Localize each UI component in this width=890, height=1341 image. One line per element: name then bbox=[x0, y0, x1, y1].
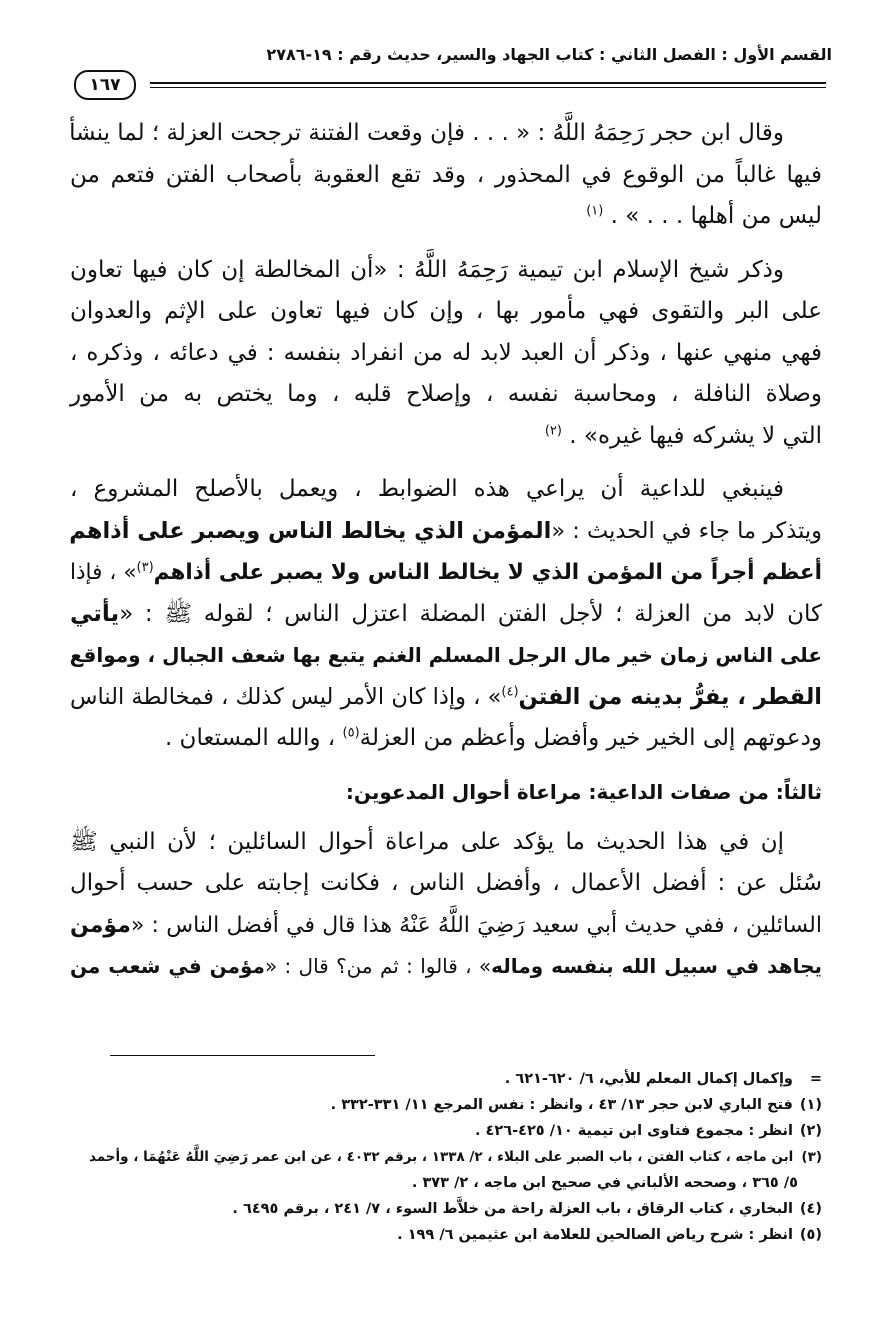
text-line bbox=[70, 416, 822, 458]
hadith-quote: يأتي bbox=[70, 600, 120, 627]
hadith-quote: مؤمن في شعب من bbox=[70, 954, 265, 978]
paragraph-3 bbox=[70, 469, 822, 760]
footnote-continuation bbox=[70, 1066, 822, 1092]
hadith-quote: المؤمن الذي يخالط الناس ويصبر على أذاهم bbox=[69, 517, 552, 544]
running-header: القسم الأول : الفصل الثاني : كتاب الجهاد والسير، حديث رقم : ١٩-٢٧٨٦ bbox=[266, 45, 832, 64]
text-span: ، والله المستعان . bbox=[164, 725, 343, 751]
text-line bbox=[70, 718, 822, 760]
footnote-text: ابن ماجه ، كتاب الفتن ، باب الصبر على البلاء ، ٢/ ١٣٣٨ ، برقم ٤٠٣٢ ، عن ابن عمر رَضِيَ اللَّهُ عَنْهُمَا ، وأحمد bbox=[88, 1149, 794, 1165]
footnote-2 bbox=[70, 1118, 822, 1144]
text-line: فينبغي للداعية أن يراعي هذه الضوابط ، ويعمل بالأصلح المشروع ، bbox=[70, 476, 784, 502]
footnote-ref[interactable]: (٤) bbox=[501, 684, 519, 699]
footnote-mark: (٣) bbox=[801, 1149, 822, 1165]
text-line: سُئل عن : أفضل الأعمال ، وأفضل الناس ، فكانت إجابته على حسب أحوال bbox=[70, 870, 822, 896]
footnote-3 bbox=[70, 1144, 822, 1170]
text-span: » ، وإذا كان الأمر ليس كذلك ، فمخالطة الناس bbox=[70, 683, 502, 710]
footnote-mark: = bbox=[809, 1071, 822, 1087]
footnote-4 bbox=[70, 1196, 822, 1222]
footnote-mark: (٥) bbox=[799, 1227, 822, 1243]
text-line: وقال ابن حجر رَحِمَهُ اللَّهُ : « . . . فإن وقعت الفتنة ترجحت العزلة ؛ لما ينشأ bbox=[69, 120, 784, 146]
text-line: وصلاة النافلة ، ومحاسبة نفسه ، وإصلاح قلبه ، وما يختص به من الأمور bbox=[70, 381, 822, 407]
text-line: على البر والتقوى فهي مأمور بها ، وإن كان فيها تعاون على الإثم والعدوان bbox=[70, 298, 822, 324]
text-span: التي لا يشركه فيها غيره» . bbox=[569, 422, 822, 449]
footnote-text: فتح الباري لابن حجر ١٣/ ٤٣ ، وانظر : نفس المرجع ١١/ ٣٣١-٣٣٢ . bbox=[330, 1097, 793, 1113]
hadith-quote: القطر ، يفرُّ بدينه من الفتن bbox=[518, 683, 823, 710]
footnote-mark: (٤) bbox=[799, 1201, 822, 1217]
main-text bbox=[70, 113, 822, 1000]
footnote-ref[interactable]: (٣) bbox=[136, 559, 154, 575]
text-line: وذكر شيخ الإسلام ابن تيمية رَحِمَهُ اللَّهُ : «أن المخالطة إن كان فيها تعاون bbox=[70, 256, 784, 283]
footnote-3-continued: ٥/ ٣٦٥ ، وصححه الألباني في صحيح ابن ماجه ، ٢/ ٣٧٣ . bbox=[411, 1175, 798, 1191]
text-line bbox=[70, 511, 822, 553]
hadith-quote: أعظم أجراً من المؤمن الذي لا يخالط الناس ولا يصبر على أذاهم bbox=[153, 560, 822, 585]
footnote-5 bbox=[70, 1222, 822, 1248]
text-line: فهي منهي عنها ، وذكر أن العبد لابد له من انفراد بنفسه : في دعائه ، وذكره ، bbox=[70, 339, 822, 366]
text-line bbox=[70, 677, 822, 719]
text-line bbox=[70, 946, 822, 988]
hadith-quote: يجاهد في سبيل الله بنفسه وماله bbox=[491, 954, 823, 978]
text-span: السائلين ، ففي حديث أبي سعيد رَضِيَ اللَّهُ عَنْهُ هذا قال في أفضل الناس : « bbox=[130, 912, 822, 938]
header-rule bbox=[150, 82, 826, 84]
paragraph-1 bbox=[70, 113, 822, 238]
footnote-ref[interactable]: (١) bbox=[586, 203, 604, 219]
text-span: ودعوتهم إلى الخير خير وأفضل وأعظم من العزلة bbox=[359, 725, 822, 751]
text-span: كان لابد من العزلة ؛ لأجل الفتن المضلة اعتزل الناس ؛ لقوله ﷺ : « bbox=[119, 600, 822, 627]
text-line: إن في هذا الحديث ما يؤكد على مراعاة أحوال السائلين ؛ لأن النبي ﷺ bbox=[70, 828, 784, 855]
text-line bbox=[70, 552, 822, 594]
text-line bbox=[70, 196, 822, 238]
header-rule-thin bbox=[150, 87, 826, 88]
text-span: » ، قالوا : ثم من؟ قال : « bbox=[264, 954, 492, 978]
footnote-text: البخاري ، كتاب الرقاق ، باب العزلة راحة من خلاَّط السوء ، ٧/ ٢٤١ ، برقم ٦٤٩٥ . bbox=[232, 1201, 793, 1217]
footnote-separator bbox=[110, 1055, 375, 1056]
footnotes bbox=[70, 1066, 822, 1248]
footnote-1 bbox=[70, 1092, 822, 1118]
text-line bbox=[70, 594, 822, 636]
footnote-text: وإكمال إكمال المعلم للأبي، ٦/ ٦٢٠-٦٢١ . bbox=[504, 1071, 793, 1087]
page-number: ١٦٧ bbox=[74, 70, 136, 100]
text-span: ويتذكر ما جاء في الحديث : « bbox=[551, 517, 822, 544]
footnote-mark: (١) bbox=[799, 1097, 822, 1113]
text-line bbox=[70, 905, 822, 947]
footnote-ref[interactable]: (٢) bbox=[544, 422, 562, 438]
paragraph-4 bbox=[70, 822, 822, 988]
text-line: فيها غالباً من الوقوع في المحذور ، وقد تقع العقوبة بأصحاب الفتن فتعم من bbox=[70, 161, 822, 188]
footnote-ref[interactable]: (٥) bbox=[342, 725, 360, 741]
footnote-mark: (٢) bbox=[799, 1123, 822, 1139]
text-span: ليس من أهلها . . . » . bbox=[610, 203, 822, 229]
footnote-text: انظر : شرح رياض الصالحين للعلامة ابن عثيمين ٦/ ١٩٩ . bbox=[397, 1227, 793, 1243]
footnote-text: انظر : مجموع فتاوى ابن تيمية ١٠/ ٤٢٥-٤٢٦ . bbox=[474, 1123, 793, 1139]
hadith-quote: مؤمن bbox=[70, 912, 131, 938]
text-line: على الناس زمان خير مال الرجل المسلم الغنم يتبع بها شعف الجبال ، ومواقع bbox=[69, 643, 822, 667]
section-heading: ثالثاً: من صفات الداعية: مراعاة أحوال المدعوين: bbox=[345, 779, 822, 804]
paragraph-2 bbox=[70, 250, 822, 458]
text-span: » ، فإذا bbox=[70, 560, 137, 585]
